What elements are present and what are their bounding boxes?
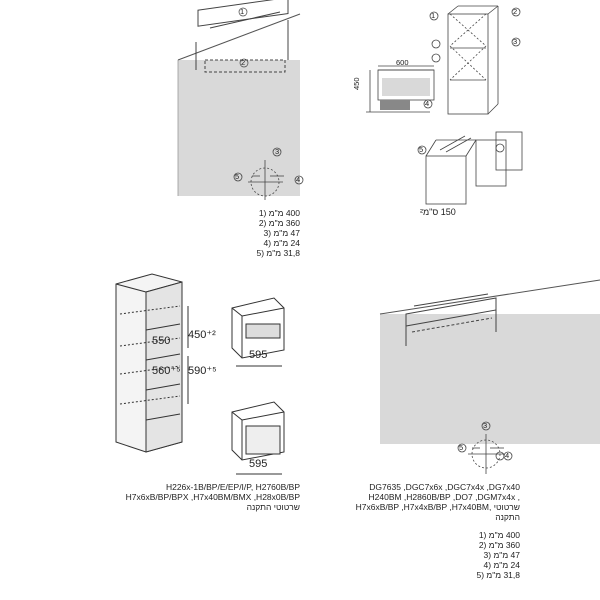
model-line: שרטוטי התקנה xyxy=(246,502,300,512)
dim-height-full-label: 590⁺⁵ xyxy=(188,365,217,377)
legend-item: 47 מ"מ (3 xyxy=(483,550,520,560)
models-bottom-right xyxy=(340,482,520,522)
callout-5-label: 5 xyxy=(235,172,240,181)
lower-cabinet xyxy=(426,132,522,204)
model-line: התקנה xyxy=(495,512,520,522)
tall-cabinet-niche xyxy=(116,274,188,452)
callout-4-label: 4 xyxy=(296,175,301,184)
callout-label: 1 xyxy=(431,11,436,20)
legend-item: 31,8 מ"מ (5 xyxy=(256,248,300,258)
ventilation-diagram-top-right xyxy=(300,0,600,270)
callout-label: 3 xyxy=(513,37,518,46)
callout-2-label: 2 xyxy=(241,58,246,67)
model-line: H226x-1B/BP/E/EP/I/P, H2760B/BP xyxy=(165,482,300,492)
cabinet-diagram-bottom-left xyxy=(0,270,300,600)
model-line: שרטוטי ,H7x6xB/BP ,H7x4xB/BP ,H7x40BM xyxy=(355,502,520,512)
callout-3-label: 3 xyxy=(275,147,280,156)
legend-top-left xyxy=(210,208,300,258)
dim-height-compact-label: 450⁺² xyxy=(188,329,216,341)
callout-label: 2 xyxy=(513,7,518,16)
callout-circle xyxy=(432,40,440,48)
legend-item: 24 מ"מ (4 xyxy=(263,238,300,248)
legend-item: 400 מ"מ (1 xyxy=(478,530,520,540)
dim-width-compact-label: 595 xyxy=(249,349,268,361)
model-line: H7x6xB/BP/BPX ,H7x40BM/BMX ,H28x0B/BP xyxy=(125,492,300,502)
callout-5-label: 5 xyxy=(459,443,464,452)
callout-1-label: 1 xyxy=(240,7,245,16)
legend-item: 47 מ"מ (3 xyxy=(263,228,300,238)
callout-label: 5 xyxy=(419,145,424,154)
cabinet-drawing xyxy=(0,270,300,600)
dim-height-label: 450 xyxy=(352,77,361,90)
legend-item: 360 מ"מ (2 xyxy=(258,218,300,228)
dim-width-label: 600 xyxy=(396,58,409,67)
dim-depth-label: 550 xyxy=(152,335,171,347)
legend-item: 31,8 מ"מ (5 xyxy=(476,570,520,580)
tall-cabinet xyxy=(448,6,498,114)
callout-label: 4 xyxy=(425,99,430,108)
dim-depth-full-label: 560⁺⁵ xyxy=(152,365,181,377)
callout-circle xyxy=(496,144,504,152)
area-label: 150 ס"מ² xyxy=(420,207,456,217)
legend-item: 360 מ"מ (2 xyxy=(478,540,520,550)
model-line: H240BM ,H2860B/BP ,DO7 ,DGM7x4x , xyxy=(368,492,520,502)
ventilation-drawing xyxy=(300,0,600,270)
models-bottom-left xyxy=(100,482,300,512)
legend-item: 24 מ"מ (4 xyxy=(483,560,520,570)
callout-4-label: 4 xyxy=(505,451,510,460)
wall-mount-diagram-top-left xyxy=(0,0,300,270)
callout-3-label: 3 xyxy=(483,421,488,430)
legend-item: 400 מ"מ (1 xyxy=(258,208,300,218)
model-line: DG7635 ,DGC7x6x ,DGC7x4x ,DG7x40 xyxy=(369,482,520,492)
wall-mount-diagram-bottom-right xyxy=(300,270,600,600)
dim-width-full-label: 595 xyxy=(249,458,268,470)
callout-circle xyxy=(432,54,440,62)
legend-bottom-right xyxy=(430,530,520,580)
